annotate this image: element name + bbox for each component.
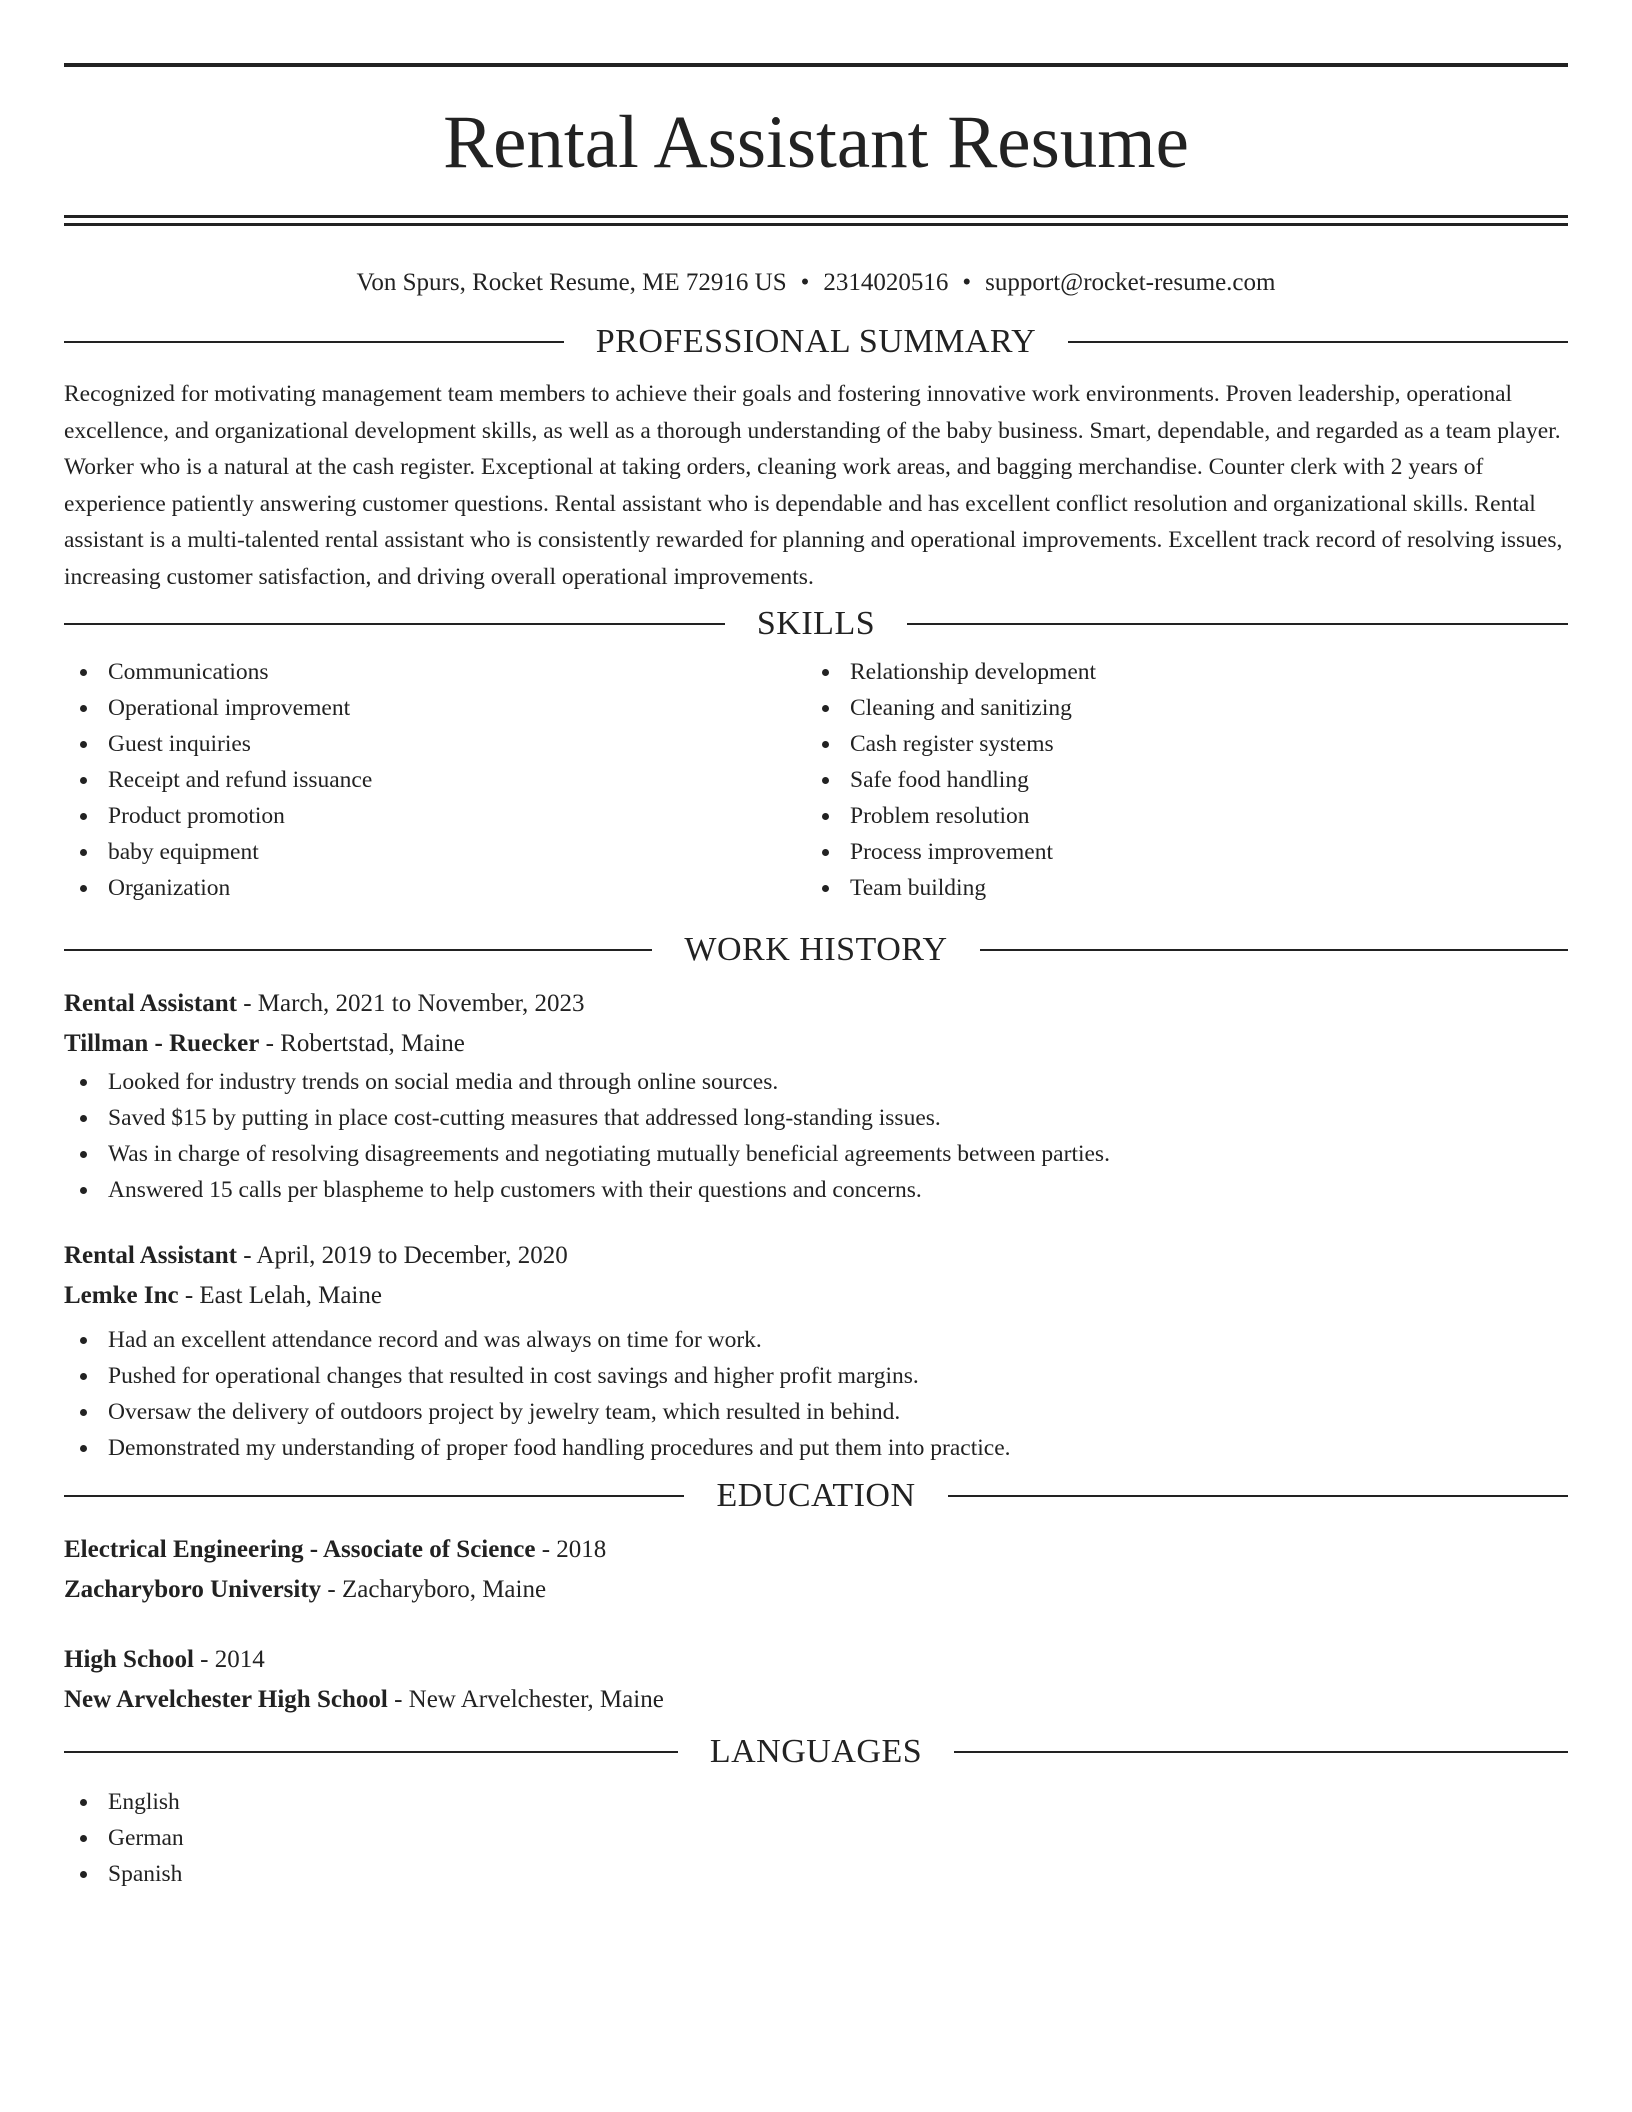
skill-item: Communications <box>64 654 806 690</box>
section-rule <box>64 949 652 951</box>
skill-item: Cash register systems <box>806 726 1548 762</box>
skill-item: Safe food handling <box>806 762 1548 798</box>
job-location: - Robertstad, Maine <box>259 1029 465 1057</box>
section-rule <box>64 1751 678 1753</box>
skill-item: Process improvement <box>806 834 1548 870</box>
education-entry <box>64 1640 1568 1720</box>
section-rule <box>1068 341 1568 343</box>
education-degree-line <box>64 1530 1568 1570</box>
skill-item: Operational improvement <box>64 690 806 726</box>
job-company-line <box>64 1024 1568 1064</box>
contact-phone: 2314020516 <box>823 269 949 296</box>
section-rule <box>64 623 725 625</box>
skills-list-right <box>806 654 1548 906</box>
section-rule <box>907 623 1568 625</box>
job-title-line <box>64 1236 1568 1276</box>
skill-item: Product promotion <box>64 798 806 834</box>
section-rule <box>954 1751 1568 1753</box>
job-duties <box>64 1064 1568 1208</box>
job-company-line <box>64 1276 1568 1316</box>
languages-list <box>64 1784 1568 1892</box>
section-rule <box>64 1495 684 1497</box>
contact-email: support@rocket-resume.com <box>985 269 1276 296</box>
section-header-languages <box>64 1732 1568 1772</box>
job-entry <box>64 984 1568 1208</box>
contact-separator: • <box>800 269 810 296</box>
skill-item: Problem resolution <box>806 798 1548 834</box>
job-title: Rental Assistant <box>64 1241 237 1269</box>
contact-line <box>64 268 1568 310</box>
job-duty: Answered 15 calls per blaspheme to help customers with their questions and concerns. <box>64 1172 1568 1208</box>
job-duty: Was in charge of resolving disagreements and negotiating mutually beneficial agreements between parties. <box>64 1136 1568 1172</box>
job-company: Tillman - Ruecker <box>64 1029 260 1057</box>
education-school-line <box>64 1570 1568 1610</box>
education-school-line <box>64 1680 1568 1720</box>
skill-item: Relationship development <box>806 654 1548 690</box>
job-duties <box>64 1322 1568 1466</box>
job-duty: Demonstrated my understanding of proper food handling procedures and put them into practice. <box>64 1430 1568 1466</box>
education-year: - 2014 <box>193 1645 265 1673</box>
education-entry <box>64 1530 1568 1610</box>
job-title: Rental Assistant <box>64 989 237 1017</box>
resume-page <box>64 63 1568 1892</box>
section-header-summary <box>64 322 1568 362</box>
section-title-languages: LANGUAGES <box>709 1732 923 1770</box>
language-item: German <box>64 1820 1568 1856</box>
summary-text: Recognized for motivating management team members to achieve their goals and fostering innovative work environments. Proven leadership, operational excellence, and organizational development skills, as well as a thorough understanding of the baby business. Smart, dependable, and regarded as a team player. Worker who is a natural at the cash register. Exceptional at taking orders, cleaning work areas, and bagging merchandise. Counter clerk with 2 years of experience patiently answering customer questions. Rental assistant who is dependable and has excellent conflict resolution and organizational skills. Rental assistant is a multi-talented rental assistant who is consistently rewarded for planning and operational improvements. Excellent track record of resolving issues, increasing customer satisfaction, and driving overall operational improvements. <box>64 381 1563 590</box>
education-year: - 2018 <box>535 1535 607 1563</box>
top-rule <box>64 63 1568 67</box>
skill-item: Organization <box>64 870 806 906</box>
skill-item: baby equipment <box>64 834 806 870</box>
skill-item: Team building <box>806 870 1548 906</box>
page-title: Rental Assistant Resume <box>443 101 1189 184</box>
job-duty: Looked for industry trends on social media and through online sources. <box>64 1064 1568 1100</box>
section-title-skills: SKILLS <box>756 604 876 642</box>
contact-address: Von Spurs, Rocket Resume, ME 72916 US <box>356 269 787 296</box>
contact-separator: • <box>962 269 972 296</box>
skills-grid <box>64 654 1568 906</box>
job-dates: - April, 2019 to December, 2020 <box>236 1241 568 1269</box>
section-header-work <box>64 930 1568 970</box>
education-school: Zacharyboro University <box>64 1575 322 1603</box>
section-title-work: WORK HISTORY <box>684 930 948 968</box>
job-entry <box>64 1236 1568 1466</box>
section-title-summary: PROFESSIONAL SUMMARY <box>595 323 1037 360</box>
skill-item: Guest inquiries <box>64 726 806 762</box>
skill-item: Cleaning and sanitizing <box>806 690 1548 726</box>
title-double-rule <box>64 215 1568 226</box>
job-location: - East Lelah, Maine <box>178 1281 382 1309</box>
job-duty: Oversaw the delivery of outdoors project by jewelry team, which resulted in behind. <box>64 1394 1568 1430</box>
job-duty: Saved $15 by putting in place cost-cutting measures that addressed long-standing issues. <box>64 1100 1568 1136</box>
education-school: New Arvelchester High School <box>64 1685 388 1713</box>
section-rule <box>64 341 564 343</box>
section-title-education: EDUCATION <box>716 1476 916 1514</box>
education-degree-line <box>64 1640 1568 1680</box>
language-item: Spanish <box>64 1856 1568 1892</box>
section-rule <box>980 949 1568 951</box>
section-header-education <box>64 1476 1568 1516</box>
skills-list-left <box>64 654 806 906</box>
section-header-skills <box>64 604 1568 644</box>
education-degree: High School <box>64 1645 194 1673</box>
skill-item: Receipt and refund issuance <box>64 762 806 798</box>
job-duty: Pushed for operational changes that resulted in cost savings and higher profit margins. <box>64 1358 1568 1394</box>
education-degree: Electrical Engineering - Associate of Science <box>64 1535 536 1563</box>
language-item: English <box>64 1784 1568 1820</box>
job-title-line <box>64 984 1568 1024</box>
section-rule <box>948 1495 1568 1497</box>
job-duty: Had an excellent attendance record and was always on time for work. <box>64 1322 1568 1358</box>
education-location: - Zacharyboro, Maine <box>321 1575 547 1603</box>
job-dates: - March, 2021 to November, 2023 <box>236 989 585 1017</box>
education-location: - New Arvelchester, Maine <box>387 1685 664 1713</box>
job-company: Lemke Inc <box>64 1281 179 1309</box>
